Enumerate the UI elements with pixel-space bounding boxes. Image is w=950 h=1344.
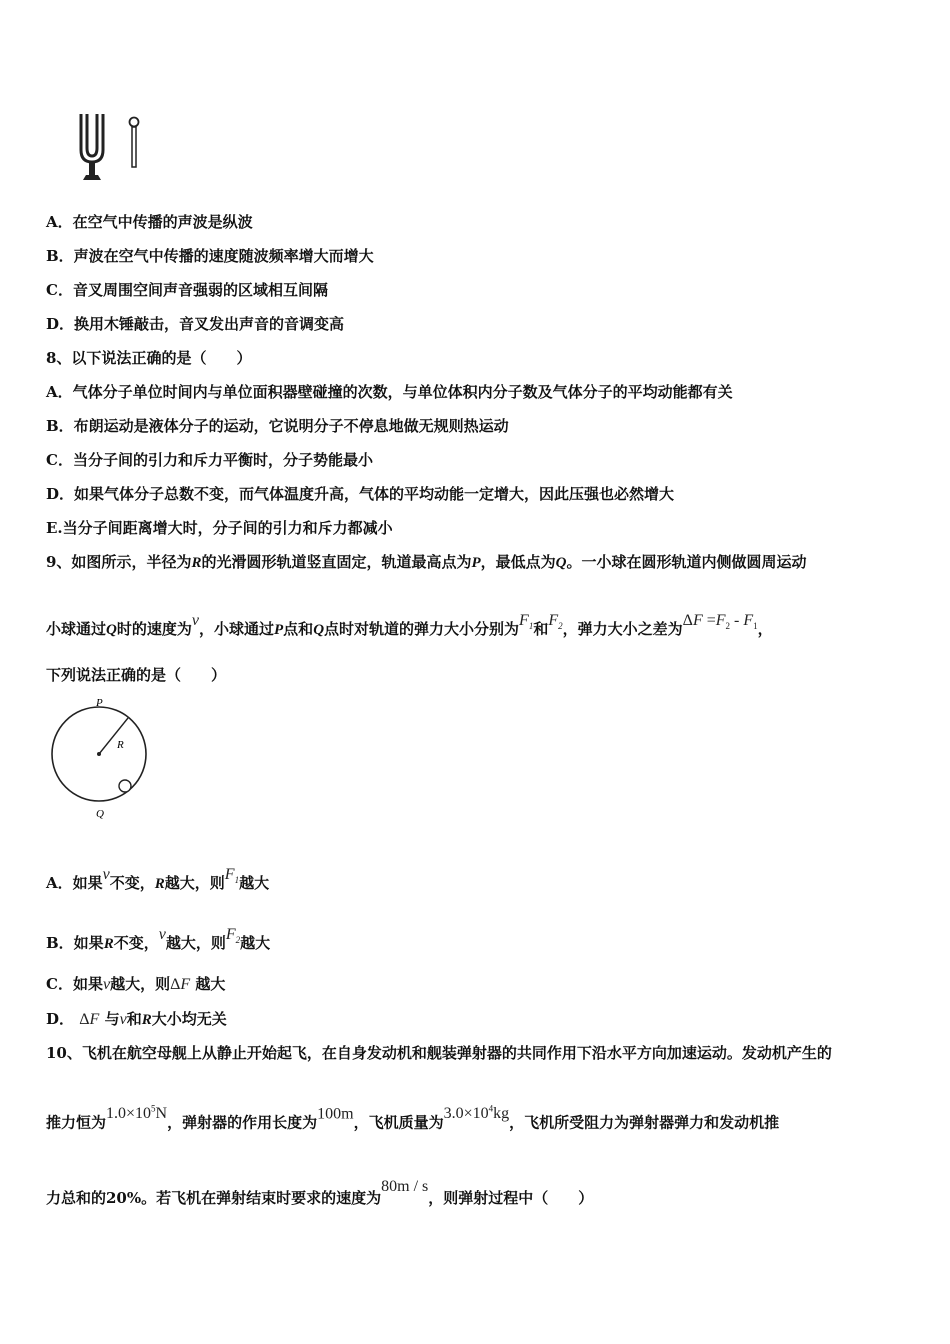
q10-stem-line1: 10、飞机在航空母舰上从静止开始起飞，在自身发动机和舰装弹射器的共同作用下沿水平方向加速运动。发动机产生的 <box>46 1044 832 1062</box>
q7-option-b: B．声波在空气中传播的速度随波频率增大而增大 <box>46 247 374 265</box>
q9-stem-line1: 9、如图所示，半径为R的光滑圆形轨道竖直固定，轨道最高点为P，最低点为Q。一小球在圆形轨道内侧做圆周运动 <box>46 553 807 571</box>
q9-option-c: C．如果v越大，则ΔF 越大 <box>46 975 226 993</box>
label-r: R <box>117 739 124 751</box>
q7-option-d: D．换用木锤敲击，音叉发出声音的音调变高 <box>46 315 345 333</box>
q9-stem-line2: 小球通过Q时的速度为v，小球通过P点和Q点时对轨道的弹力大小分别为$F_1$和$F_2$，弹力大小之差为$\Delta F =F_2 - F_1$， <box>46 612 773 638</box>
q8-option-d: D．如果气体分子总数不变，而气体温度升高，气体的平均动能一定增大，因此压强也必然增大 <box>46 485 675 503</box>
q8-option-c: C．当分子间的引力和斥力平衡时，分子势能最小 <box>46 451 373 469</box>
q9-option-d: D． ΔF 与v和R大小均无关 <box>46 1010 227 1028</box>
q8-option-b: B．布朗运动是液体分子的运动，它说明分子不停息地做无规则热运动 <box>46 417 509 435</box>
q7-option-c: C．音叉周围空间声音强弱的区域相互间隔 <box>46 281 328 299</box>
label-p: P <box>96 698 103 709</box>
circular-track-figure <box>46 698 156 822</box>
q10-stem-line3: 力总和的20%。若飞机在弹射结束时要求的速度为80m / s，则弹射过程中（ ） <box>46 1178 594 1207</box>
q10-stem-line2: 推力恒为$1.0\times 10^5N$，弹射器的作用长度为100m，飞机质量为$3.0\times 10^4kg$，飞机所受阻力为弹射器弹力和发动机推 <box>46 1104 780 1132</box>
label-q: Q <box>96 808 104 820</box>
q8-option-a: A．气体分子单位时间内与单位面积器壁碰撞的次数，与单位体积内分子数及气体分子的平均动能都有关 <box>46 383 733 401</box>
q9-option-a: A．如果v不变，R越大，则$F_1$越大 <box>46 866 270 892</box>
q8-option-e: E.当分子间距离增大时，分子间的引力和斥力都减小 <box>46 519 393 537</box>
q8-stem: 8、以下说法正确的是（ ） <box>46 349 252 367</box>
q9-option-b: B．如果R不变，v越大，则$F_2$越大 <box>46 926 271 952</box>
tuning-fork-figure <box>72 108 152 186</box>
q7-option-a: A．在空气中传播的声波是纵波 <box>46 213 253 231</box>
q9-stem-line3: 下列说法正确的是（ ） <box>46 666 227 684</box>
